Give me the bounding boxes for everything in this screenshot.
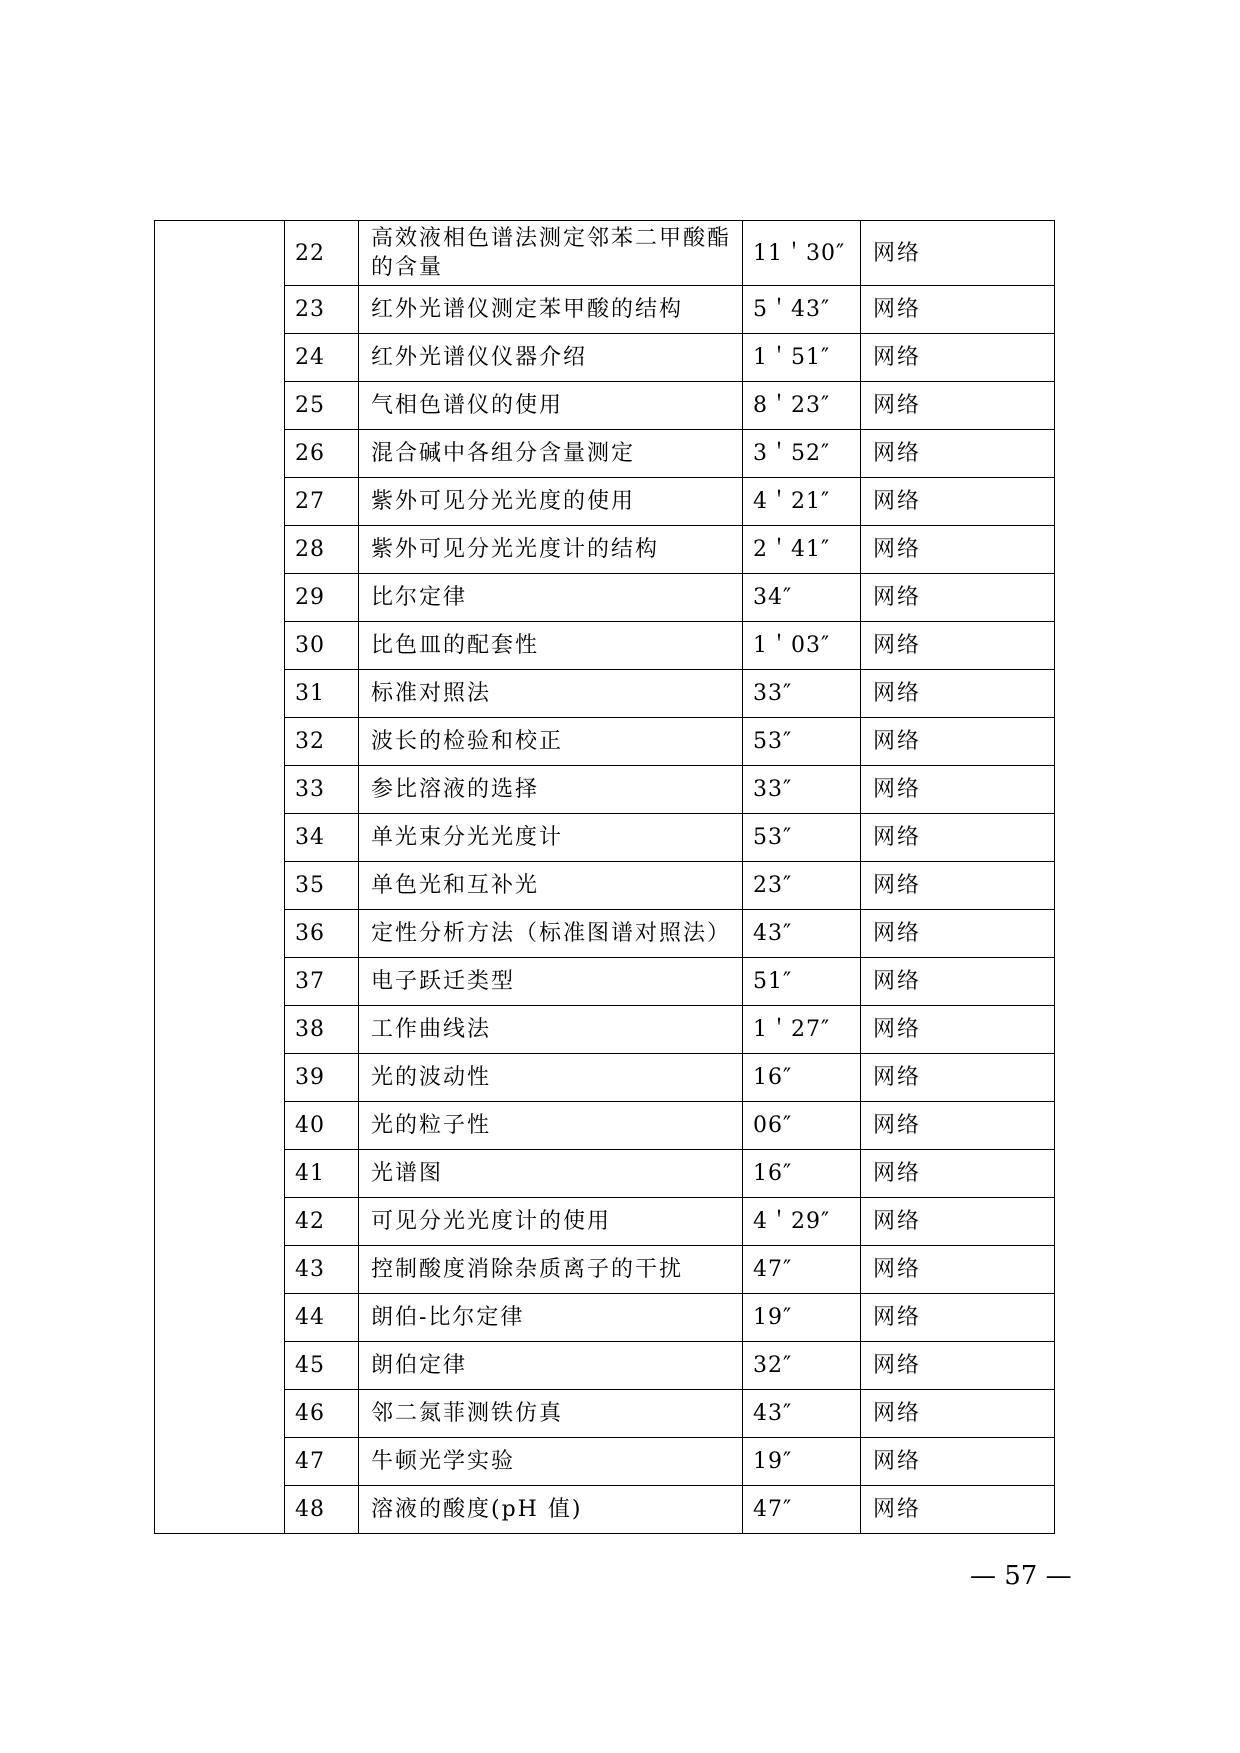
duration-cell: 2＇41″ [743,526,861,574]
duration-cell: 16″ [743,1054,861,1102]
table-row [155,221,1055,286]
duration-cell: 5＇43″ [743,286,861,334]
table-row [155,286,1055,334]
duration-cell: 1＇51″ [743,334,861,382]
duration-cell: 43″ [743,1390,861,1438]
duration-cell: 4＇29″ [743,1198,861,1246]
table-row [155,1246,1055,1294]
row-number-cell: 32 [285,718,359,766]
row-number-cell: 38 [285,1006,359,1054]
row-number-cell: 36 [285,910,359,958]
row-number-cell: 31 [285,670,359,718]
duration-cell: 4＇21″ [743,478,861,526]
table-row [155,910,1055,958]
resource-title-cell: 光的波动性 [359,1054,743,1102]
resource-type-cell: 网络 [861,1054,1055,1102]
duration-cell: 33″ [743,766,861,814]
resource-table-body [155,221,1055,1534]
resource-type-cell: 网络 [861,1342,1055,1390]
resource-title-cell: 可见分光光度计的使用 [359,1198,743,1246]
resource-title-cell: 参比溶液的选择 [359,766,743,814]
resource-title-cell: 比色皿的配套性 [359,622,743,670]
duration-cell: 51″ [743,958,861,1006]
resource-title-cell: 牛顿光学实验 [359,1438,743,1486]
table-row [155,862,1055,910]
row-number-cell: 29 [285,574,359,622]
row-number-cell: 45 [285,1342,359,1390]
resource-type-cell: 网络 [861,1150,1055,1198]
duration-cell: 1＇27″ [743,1006,861,1054]
row-number-cell: 33 [285,766,359,814]
resource-type-cell: 网络 [861,1198,1055,1246]
resource-type-cell: 网络 [861,718,1055,766]
table-row [155,526,1055,574]
table-row [155,1390,1055,1438]
duration-cell: 8＇23″ [743,382,861,430]
resource-title-cell: 比尔定律 [359,574,743,622]
resource-type-cell: 网络 [861,814,1055,862]
row-number-cell: 34 [285,814,359,862]
table-row [155,430,1055,478]
row-number-cell: 41 [285,1150,359,1198]
row-number-cell: 39 [285,1054,359,1102]
category-cell [155,221,285,1534]
resource-title-cell: 标准对照法 [359,670,743,718]
resource-title-cell: 紫外可见分光光度计的结构 [359,526,743,574]
resource-type-cell: 网络 [861,334,1055,382]
row-number-cell: 43 [285,1246,359,1294]
duration-cell: 47″ [743,1246,861,1294]
row-number-cell: 35 [285,862,359,910]
resource-title-cell: 控制酸度消除杂质离子的干扰 [359,1246,743,1294]
resource-title-cell: 邻二氮菲测铁仿真 [359,1390,743,1438]
row-number-cell: 25 [285,382,359,430]
duration-cell: 06″ [743,1102,861,1150]
resource-title-cell: 定性分析方法（标准图谱对照法） [359,910,743,958]
resource-type-cell: 网络 [861,1102,1055,1150]
row-number-cell: 47 [285,1438,359,1486]
resource-type-cell: 网络 [861,766,1055,814]
row-number-cell: 23 [285,286,359,334]
duration-cell: 11＇30″ [743,221,861,286]
table-row [155,1486,1055,1534]
resource-type-cell: 网络 [861,862,1055,910]
resource-title-cell: 气相色谱仪的使用 [359,382,743,430]
resource-title-cell: 紫外可见分光光度的使用 [359,478,743,526]
duration-cell: 53″ [743,718,861,766]
table-row [155,1294,1055,1342]
resource-type-cell: 网络 [861,1294,1055,1342]
table-row [155,574,1055,622]
duration-cell: 53″ [743,814,861,862]
table-row [155,766,1055,814]
resource-table [154,220,1055,1534]
table-row [155,382,1055,430]
duration-cell: 3＇52″ [743,430,861,478]
duration-cell: 23″ [743,862,861,910]
row-number-cell: 26 [285,430,359,478]
row-number-cell: 30 [285,622,359,670]
duration-cell: 32″ [743,1342,861,1390]
resource-type-cell: 网络 [861,382,1055,430]
duration-cell: 43″ [743,910,861,958]
table-row [155,622,1055,670]
resource-title-cell: 红外光谱仪测定苯甲酸的结构 [359,286,743,334]
resource-title-cell: 工作曲线法 [359,1006,743,1054]
row-number-cell: 24 [285,334,359,382]
row-number-cell: 40 [285,1102,359,1150]
duration-cell: 34″ [743,574,861,622]
table-row [155,478,1055,526]
resource-type-cell: 网络 [861,910,1055,958]
table-row [155,958,1055,1006]
row-number-cell: 28 [285,526,359,574]
resource-title-cell: 光谱图 [359,1150,743,1198]
table-row [155,1102,1055,1150]
resource-type-cell: 网络 [861,574,1055,622]
resource-title-cell: 溶液的酸度(pH 值) [359,1486,743,1534]
resource-title-cell: 高效液相色谱法测定邻苯二甲酸酯的含量 [359,221,743,286]
duration-cell: 19″ [743,1294,861,1342]
row-number-cell: 37 [285,958,359,1006]
row-number-cell: 22 [285,221,359,286]
resource-type-cell: 网络 [861,1438,1055,1486]
resource-type-cell: 网络 [861,1246,1055,1294]
resource-title-cell: 电子跃迁类型 [359,958,743,1006]
row-number-cell: 27 [285,478,359,526]
table-row [155,1198,1055,1246]
table-row [155,334,1055,382]
resource-type-cell: 网络 [861,221,1055,286]
resource-type-cell: 网络 [861,478,1055,526]
resource-title-cell: 朗伯-比尔定律 [359,1294,743,1342]
row-number-cell: 44 [285,1294,359,1342]
table-row [155,1006,1055,1054]
page-number: — 57 — [970,1561,1072,1591]
table-row [155,1054,1055,1102]
row-number-cell: 46 [285,1390,359,1438]
resource-title-cell: 光的粒子性 [359,1102,743,1150]
resource-type-cell: 网络 [861,1006,1055,1054]
resource-type-cell: 网络 [861,526,1055,574]
resource-title-cell: 波长的检验和校正 [359,718,743,766]
resource-title-cell: 红外光谱仪仪器介绍 [359,334,743,382]
duration-cell: 33″ [743,670,861,718]
resource-type-cell: 网络 [861,622,1055,670]
resource-title-cell: 朗伯定律 [359,1342,743,1390]
resource-title-cell: 单色光和互补光 [359,862,743,910]
duration-cell: 1＇03″ [743,622,861,670]
table-row [155,814,1055,862]
resource-type-cell: 网络 [861,286,1055,334]
table-row [155,1150,1055,1198]
resource-type-cell: 网络 [861,1390,1055,1438]
row-number-cell: 42 [285,1198,359,1246]
table-row [155,718,1055,766]
resource-type-cell: 网络 [861,670,1055,718]
table-row [155,1438,1055,1486]
resource-type-cell: 网络 [861,958,1055,1006]
table-row [155,670,1055,718]
resource-type-cell: 网络 [861,1486,1055,1534]
row-number-cell: 48 [285,1486,359,1534]
resource-type-cell: 网络 [861,430,1055,478]
table-row [155,1342,1055,1390]
duration-cell: 47″ [743,1486,861,1534]
duration-cell: 16″ [743,1150,861,1198]
resource-title-cell: 混合碱中各组分含量测定 [359,430,743,478]
duration-cell: 19″ [743,1438,861,1486]
resource-title-cell: 单光束分光光度计 [359,814,743,862]
